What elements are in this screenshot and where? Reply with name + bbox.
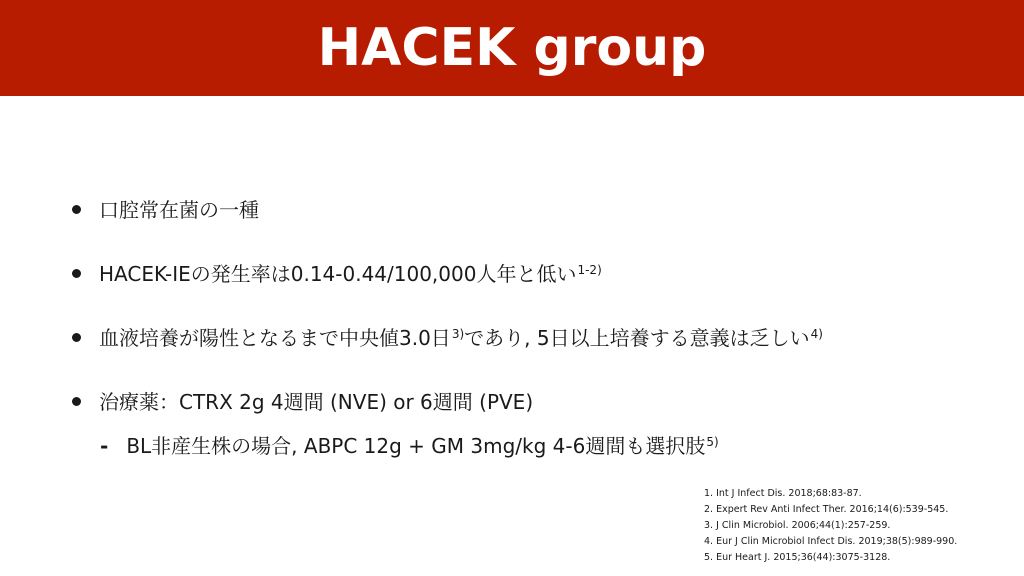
bullet-item <box>72 258 602 287</box>
bullet-item <box>72 386 533 415</box>
bullet-text: 口腔常在菌の一種 <box>99 198 259 222</box>
citation-superscript: 1-2) <box>577 263 602 277</box>
reference-item: 3. J Clin Microbiol. 2006;44(1):257-259. <box>704 520 891 531</box>
reference-item: 2. Expert Rev Anti Infect Ther. 2016;14(6):539-545. <box>704 504 949 515</box>
bullet-text: 血液培養が陽性となるまで中央値3.0日 <box>99 326 451 350</box>
references-list <box>704 486 957 566</box>
bullet-item <box>72 322 823 351</box>
sub-bullet-item <box>100 430 719 459</box>
reference-item: 5. Eur Heart J. 2015;36(44):3075-3128. <box>704 552 891 563</box>
bullet-text-tail: であり, 5日以上培養する意義は乏しい <box>464 326 810 350</box>
bullet-item <box>72 194 259 223</box>
bullet-dot-icon <box>72 269 81 278</box>
citation-superscript: 4) <box>810 327 823 341</box>
citation-superscript: 5) <box>706 435 719 449</box>
bullet-text: 治療薬：CTRX 2g 4週間 (NVE) or 6週間 (PVE) <box>99 390 534 414</box>
dash-marker: - <box>100 434 109 458</box>
reference-item: 4. Eur J Clin Microbiol Infect Dis. 2019;38(5):989-990. <box>704 536 958 547</box>
title-bar <box>0 0 1024 96</box>
bullet-dot-icon <box>72 205 81 214</box>
reference-item: 1. Int J Infect Dis. 2018;68:83-87. <box>704 488 862 499</box>
bullet-text: HACEK-IEの発生率は0.14-0.44/100,000人年と低い <box>99 262 577 286</box>
bullet-dot-icon <box>72 333 81 342</box>
bullet-dot-icon <box>72 397 81 406</box>
sub-bullet-text: BL非産生株の場合, ABPC 12g + GM 3mg/kg 4-6週間も選択肢 <box>126 434 706 458</box>
slide-title: HACEK group <box>317 18 707 78</box>
citation-superscript: 3) <box>451 327 465 341</box>
